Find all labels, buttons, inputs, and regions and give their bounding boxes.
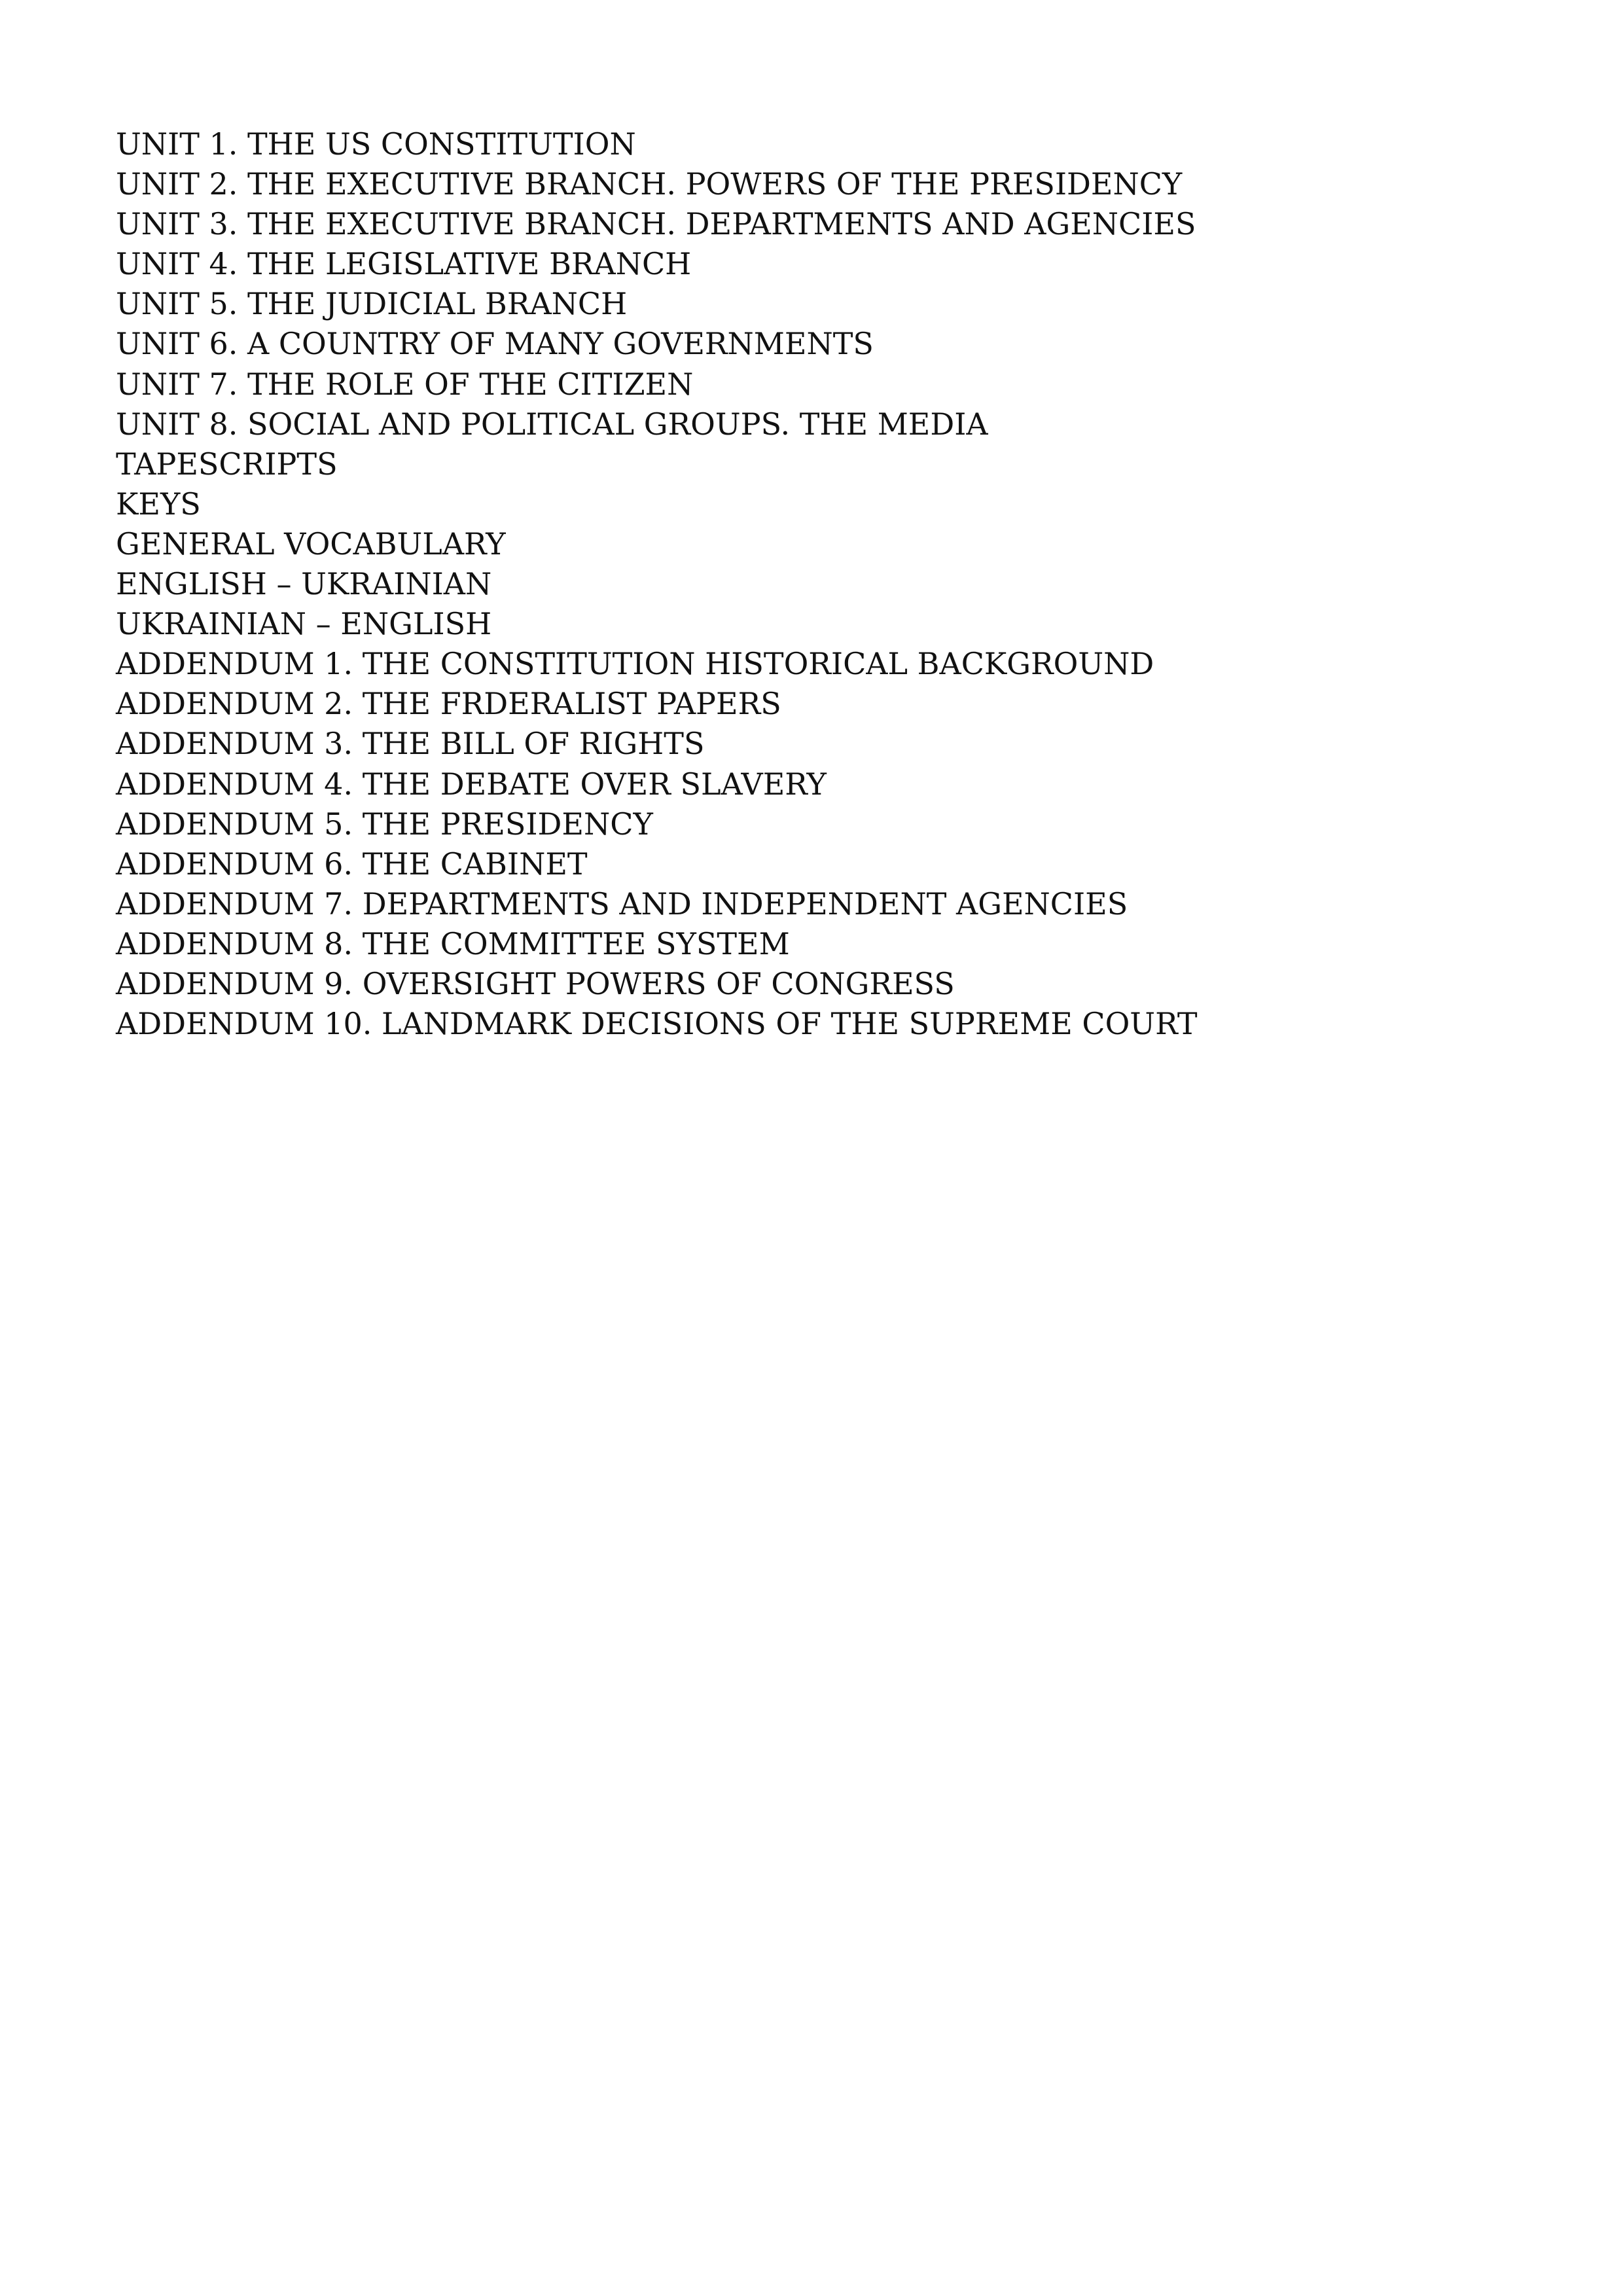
toc-entry-unit-3: UNIT 3. THE EXECUTIVE BRANCH. DEPARTMENTS AND AGENCIES: [116, 206, 1196, 242]
toc-entry-keys: KEYS: [116, 486, 201, 522]
toc-entry-unit-2: UNIT 2. THE EXECUTIVE BRANCH. POWERS OF THE PRESIDENCY: [116, 166, 1183, 202]
toc-entry-addendum-5: ADDENDUM 5. THE PRESIDENCY: [116, 806, 653, 842]
toc-entry-addendum-8: ADDENDUM 8. THE COMMITTEE SYSTEM: [116, 925, 790, 961]
toc-entry-general-vocabulary: GENERAL VOCABULARY: [116, 526, 506, 562]
toc-entry-unit-5: UNIT 5. THE JUDICIAL BRANCH: [116, 286, 628, 322]
toc-entry-unit-8: UNIT 8. SOCIAL AND POLITICAL GROUPS. THE MEDIA: [116, 406, 988, 442]
toc-entry-unit-6: UNIT 6. A COUNTRY OF MANY GOVERNMENTS: [116, 326, 874, 362]
toc-entry-addendum-1: ADDENDUM 1. THE CONSTITUTION HISTORICAL BACKGROUND: [116, 646, 1154, 682]
toc-entry-addendum-6: ADDENDUM 6. THE CABINET: [116, 846, 588, 882]
toc-entry-addendum-7: ADDENDUM 7. DEPARTMENTS AND INDEPENDENT AGENCIES: [116, 886, 1128, 922]
toc-entry-addendum-10: ADDENDUM 10. LANDMARK DECISIONS OF THE SUPREME COURT: [116, 1006, 1198, 1042]
toc-entry-english-ukrainian: ENGLISH – UKRAINIAN: [116, 566, 492, 602]
toc-entry-unit-4: UNIT 4. THE LEGISLATIVE BRANCH: [116, 246, 692, 282]
toc-entry-addendum-4: ADDENDUM 4. THE DEBATE OVER SLAVERY: [116, 766, 827, 802]
toc-entry-addendum-2: ADDENDUM 2. THE FRDERALIST PAPERS: [116, 686, 781, 722]
table-of-contents: [116, 124, 1198, 1044]
toc-entry-addendum-3: ADDENDUM 3. THE BILL OF RIGHTS: [116, 726, 705, 762]
toc-entry-unit-1: UNIT 1. THE US CONSTITUTION: [116, 126, 636, 162]
toc-entry-addendum-9: ADDENDUM 9. OVERSIGHT POWERS OF CONGRESS: [116, 965, 955, 1001]
toc-entry-tapescripts: TAPESCRIPTS: [116, 446, 338, 482]
toc-entry-unit-7: UNIT 7. THE ROLE OF THE CITIZEN: [116, 366, 694, 402]
toc-entry-ukrainian-english: UKRAINIAN – ENGLISH: [116, 606, 492, 642]
